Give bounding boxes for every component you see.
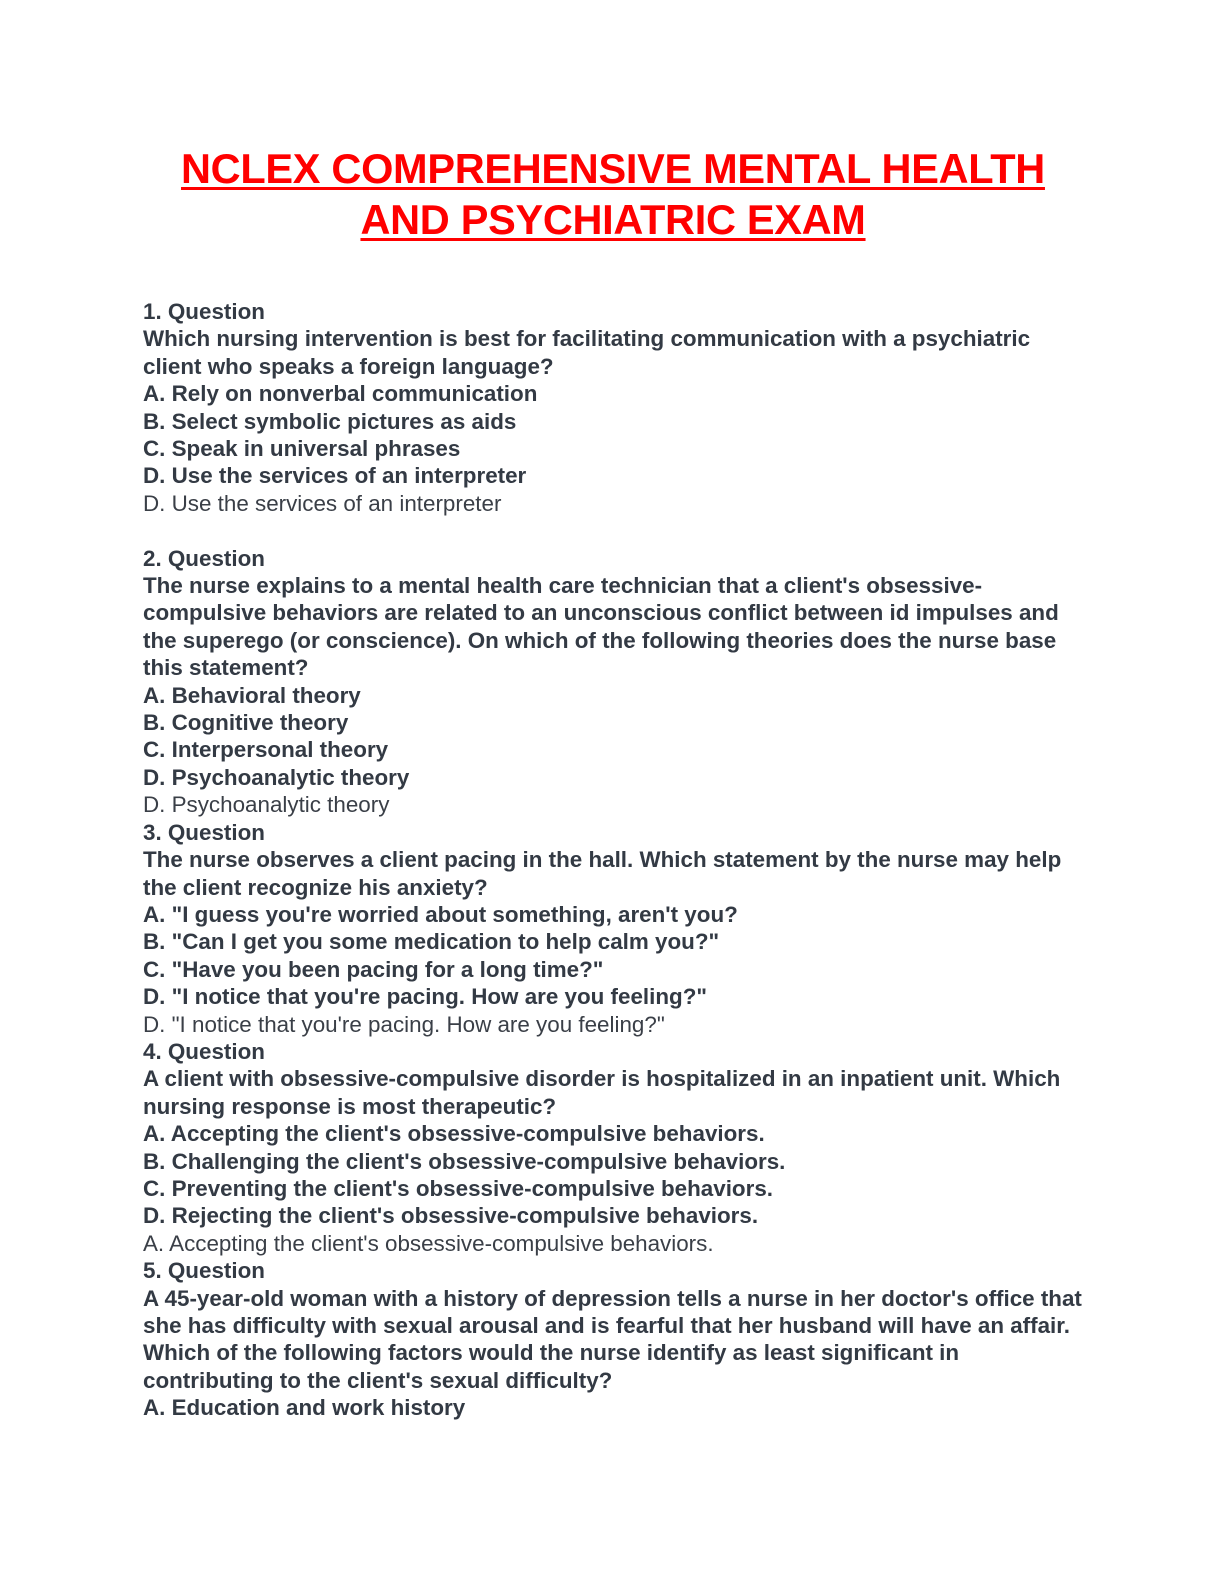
question-stem: A 45-year-old woman with a history of depression tells a nurse in her doctor's office that she has difficulty with sexual arousal and is fearful that her husband will have an affair. Which of the following factors would the nurse identify as least significant in contributing to the client's sexual difficulty? [143,1285,1089,1393]
document-title [143,143,1083,245]
option-d: D. "I notice that you're pacing. How are you feeling?" [143,984,708,1010]
question-4 [143,1038,1083,1257]
question-header: 4. Question [143,1038,265,1064]
question-2 [143,545,1083,819]
option-c: C. "Have you been pacing for a long time?" [143,956,604,982]
option-a: A. Accepting the client's obsessive-compulsive behaviors. [143,1121,765,1147]
spacer [143,517,1083,544]
answer: D. Use the services of an interpreter [143,490,502,516]
option-d: D. Use the services of an interpreter [143,463,527,489]
question-stem: The nurse observes a client pacing in the hall. Which statement by the nurse may help the client recognize his anxiety? [143,847,1068,900]
title-line-2: AND PSYCHIATRIC EXAM [360,196,866,243]
option-c: C. Preventing the client's obsessive-compulsive behaviors. [143,1175,773,1201]
option-a: A. Rely on nonverbal communication [143,381,538,407]
question-list [143,298,1089,1422]
answer: D. Psychoanalytic theory [143,792,390,818]
question-stem: A client with obsessive-compulsive disorder is hospitalized in an inpatient unit. Which nursing response is most therapeutic? [143,1066,1067,1119]
option-a: A. Behavioral theory [143,682,361,708]
title-line-1: NCLEX COMPREHENSIVE MENTAL HEALTH [181,145,1045,192]
question-stem: The nurse explains to a mental health care technician that a client's obsessive-compulsive behaviors are related to an unconscious conflict between id impulses and the superego (or conscience). On which of the following theories does the nurse base this statement? [143,573,1065,681]
question-1 [143,298,1083,517]
option-d: D. Psychoanalytic theory [143,764,410,790]
question-header: 1. Question [143,299,265,324]
answer: A. Accepting the client's obsessive-compulsive behaviors. [143,1230,714,1256]
document-page [143,143,1089,1422]
option-c: C. Interpersonal theory [143,737,389,763]
option-b: B. Cognitive theory [143,710,349,736]
option-d: D. Rejecting the client's obsessive-compulsive behaviors. [143,1203,759,1229]
option-a: A. Education and work history [143,1395,466,1421]
question-header: 2. Question [143,545,265,571]
option-c: C. Speak in universal phrases [143,436,461,462]
option-a: A. "I guess you're worried about something, aren't you? [143,901,738,927]
question-3 [143,819,1083,1038]
question-5 [143,1257,1089,1421]
question-header: 5. Question [143,1258,265,1284]
option-b: B. Challenging the client's obsessive-compulsive behaviors. [143,1148,786,1174]
option-b: B. Select symbolic pictures as aids [143,408,517,434]
question-stem: Which nursing intervention is best for facilitating communication with a psychiatric client who speaks a foreign language? [143,326,1037,379]
question-header: 3. Question [143,819,265,845]
answer: D. "I notice that you're pacing. How are you feeling?" [143,1011,665,1037]
option-b: B. "Can I get you some medication to help calm you?" [143,929,720,955]
